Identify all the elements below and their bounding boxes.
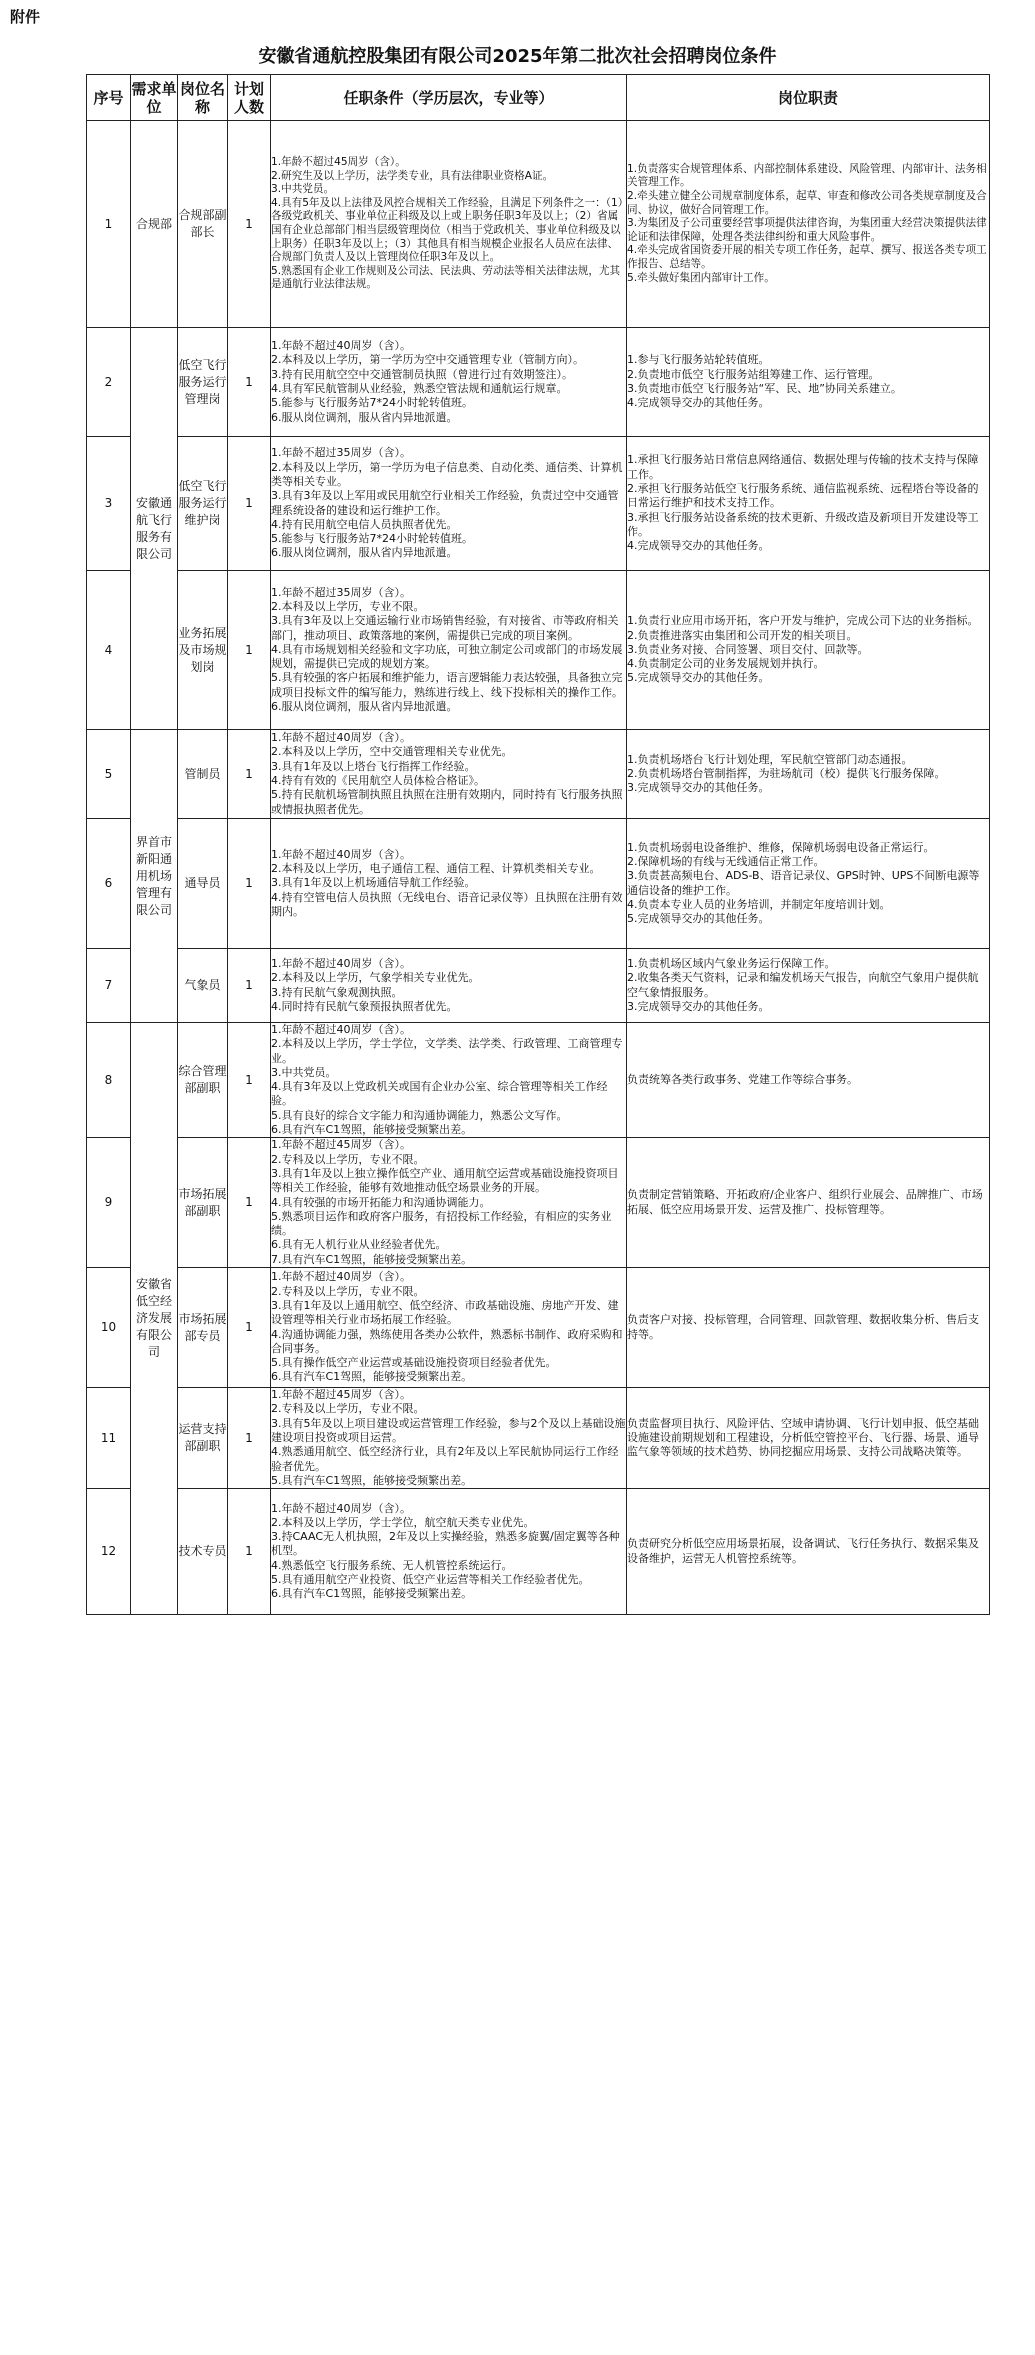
requirements-cell-item: 6.具有汽车C1驾照，能够接受频繁出差。: [271, 1587, 473, 1601]
table-row: [87, 1388, 990, 1489]
requirements-cell-item: 6.服从岗位调剂，服从省内异地派遣。: [271, 546, 458, 560]
requirements-cell-item: 4.同时持有民航气象预报执照者优先。: [271, 999, 458, 1013]
requirements-cell-item: 3.具有1年及以上通用航空、低空经济、市政基础设施、房地产开发、建设管理等相关行业市场拓展工作经验。: [271, 1298, 619, 1327]
duties-cell-item: 3.承担飞行服务站设备系统的技术更新、升级改造及新项目开发建设等工作。: [627, 510, 979, 538]
duties-cell-item: 2.收集各类天气资料，记录和编发机场天气报告，向航空气象用户提供航空气象情报服务。: [627, 971, 979, 999]
requirements-cell: [271, 437, 627, 571]
requirements-cell-item: 1.年龄不超过35周岁（含）。: [271, 585, 411, 599]
requirements-cell-item: 7.具有汽车C1驾照，能够接受频繁出差。: [271, 1252, 473, 1266]
plan-count: 1: [228, 437, 271, 571]
demand-unit: 界首市新阳通用机场管理有限公司: [131, 730, 178, 1023]
requirements-cell: [271, 730, 627, 819]
duties-cell: [627, 121, 990, 328]
plan-count: 1: [228, 1268, 271, 1388]
table-row: [87, 819, 990, 949]
table-row: [87, 1023, 990, 1138]
requirements-cell-item: 1.年龄不超过40周岁（含）。: [271, 956, 411, 970]
requirements-cell-item: 3.具有5年及以上项目建设或运营管理工作经验，参与2个及以上基础设施建设项目投资或项目运营。: [271, 1416, 626, 1444]
header-no: 序号: [87, 75, 131, 121]
table-row: [87, 328, 990, 437]
plan-count: 1: [228, 1489, 271, 1615]
requirements-cell-item: 5.熟悉国有企业工作规则及公司法、民法典、劳动法等相关法律法规，尤其是通航行业法律法规。: [271, 264, 621, 291]
requirements-cell-item: 4.熟悉通用航空、低空经济行业，具有2年及以上军民航协同运行工作经验者优先。: [271, 1445, 619, 1473]
plan-count: 1: [228, 1388, 271, 1489]
requirements-cell-item: 3.具有1年及以上独立操作低空产业、通用航空运营或基础设施投资项目等相关工作经验，能够有效地推动低空场景业务的开展。: [271, 1166, 619, 1195]
row-number: 10: [87, 1268, 131, 1388]
requirements-cell-item: 6.具有汽车C1驾照，能够接受频繁出差。: [271, 1370, 473, 1384]
requirements-cell-item: 1.年龄不超过45周岁（含）。: [271, 1388, 411, 1402]
demand-unit: 安徽省低空经济发展有限公司: [131, 1023, 178, 1615]
header-count: 计划人数: [228, 75, 271, 121]
row-number: 3: [87, 437, 131, 571]
duties-cell-item: 负责客户对接、投标管理，合同管理、回款管理、数据收集分析、售后支持等。: [627, 1313, 979, 1341]
requirements-cell-item: 4.熟悉低空飞行服务系统、无人机管控系统运行。: [271, 1558, 513, 1572]
duties-cell: [627, 1388, 990, 1489]
requirements-cell-item: 3.中共党员。: [271, 1065, 337, 1079]
position-name: 业务拓展及市场规划岗: [178, 571, 228, 730]
duties-cell: [627, 328, 990, 437]
duties-cell-item: 2.承担飞行服务站低空飞行服务系统、通信监视系统、远程塔台等设备的日常运行维护和技术支持工作。: [627, 482, 979, 510]
requirements-cell-item: 1.年龄不超过45周岁（含）。: [271, 156, 406, 169]
requirements-cell-item: 1.年龄不超过40周岁（含）。: [271, 1501, 411, 1515]
requirements-cell-item: 2.研究生及以上学历，法学类专业，具有法律职业资格A证。: [271, 169, 554, 182]
requirements-cell: [271, 571, 627, 730]
row-number: 1: [87, 121, 131, 328]
requirements-cell-item: 2.专科及以上学历，专业不限。: [271, 1152, 425, 1166]
requirements-cell-item: 2.专科及以上学历，专业不限。: [271, 1402, 425, 1416]
duties-cell-item: 负责统筹各类行政事务、党建工作等综合事务。: [627, 1073, 858, 1087]
header-duties: 岗位职责: [627, 75, 990, 121]
requirements-cell-item: 6.具有无人机行业从业经验者优先。: [271, 1238, 447, 1252]
duties-cell-item: 4.牵头完成省国资委开展的相关专项工作任务，起草、撰写、报送各类专项工作报告、总结等。: [627, 244, 987, 270]
duties-cell-item: 3.负责甚高频电台、ADS-B、语音记录仪、GPS时钟、UPS不间断电源等通信设备的维护工作。: [627, 869, 980, 897]
requirements-cell-item: 5.具有汽车C1驾照，能够接受频繁出差。: [271, 1473, 473, 1487]
plan-count: 1: [228, 949, 271, 1023]
requirements-cell: [271, 1268, 627, 1388]
header-unit: 需求单位: [131, 75, 178, 121]
requirements-cell-item: 2.本科及以上学历，电子通信工程、通信工程、计算机类相关专业。: [271, 862, 601, 876]
requirements-cell-item: 3.持有民航气象观测执照。: [271, 985, 403, 999]
duties-cell-item: 1.负责机场区域内气象业务运行保障工作。: [627, 956, 836, 970]
requirements-cell-item: 6.服从岗位调剂，服从省内异地派遣。: [271, 410, 458, 424]
recruitment-table: [86, 74, 990, 1615]
requirements-cell-item: 5.具有较强的客户拓展和维护能力，语言逻辑能力表达较强，具备独立完成项目投标文件的编写能力，熟练进行线上、线下投标相关的操作工作。: [271, 671, 623, 699]
requirements-cell-item: 3.中共党员。: [271, 183, 335, 196]
requirements-cell-item: 3.具有1年及以上机场通信导航工作经验。: [271, 876, 476, 890]
position-name: 低空飞行服务运行维护岗: [178, 437, 228, 571]
position-name: 低空飞行服务运行管理岗: [178, 328, 228, 437]
table-row: [87, 437, 990, 571]
row-number: 11: [87, 1388, 131, 1489]
duties-cell-item: 1.负责落实合规管理体系、内部控制体系建设、风险管理、内部审计、法务相关管理工作。: [627, 162, 987, 189]
requirements-cell-item: 2.本科及以上学历，学士学位，文学类、法学类、行政管理、工商管理专业。: [271, 1037, 623, 1065]
position-name: 市场拓展部副职: [178, 1138, 228, 1268]
row-number: 6: [87, 819, 131, 949]
duties-cell-item: 1.承担飞行服务站日常信息网络通信、数据处理与传输的技术支持与保障工作。: [627, 453, 979, 481]
position-name: 通导员: [178, 819, 228, 949]
duties-cell: [627, 571, 990, 730]
requirements-cell-item: 4.具有3年及以上党政机关或国有企业办公室、综合管理等相关工作经验。: [271, 1080, 608, 1108]
table-row: [87, 1268, 990, 1388]
duties-cell-item: 负责制定营销策略、开拓政府/企业客户、组织行业展会、品牌推广、市场拓展、低空应用场景开发、运营及推广、投标管理等。: [627, 1188, 983, 1216]
duties-cell: [627, 730, 990, 819]
attachment-label: 附件: [10, 8, 41, 26]
duties-cell-item: 1.负责行业应用市场开拓，客户开发与维护，完成公司下达的业务指标。: [627, 614, 979, 628]
duties-cell-item: 2.负责推进落实由集团和公司开发的相关项目。: [627, 628, 858, 642]
duties-cell-item: 4.负责本专业人员的业务培训，并制定年度培训计划。: [627, 897, 891, 911]
duties-cell-item: 2.负责地市低空飞行服务站组筹建工作、运行管理。: [627, 367, 880, 381]
duties-cell-item: 2.保障机场的有线与无线通信正常工作。: [627, 854, 825, 868]
duties-cell-item: 4.完成领导交办的其他任务。: [627, 539, 770, 553]
row-number: 5: [87, 730, 131, 819]
requirements-cell-item: 2.专科及以上学历，专业不限。: [271, 1284, 425, 1298]
requirements-cell-item: 1.年龄不超过40周岁（含）。: [271, 339, 411, 353]
requirements-cell-item: 4.具有较强的市场开拓能力和沟通协调能力。: [271, 1195, 491, 1209]
requirements-cell-item: 4.具有军民航管制从业经验，熟悉空管法规和通航运行规章。: [271, 382, 568, 395]
duties-cell-item: 2.牵头建立健全公司规章制度体系，起草、审查和修改公司各类规章制度及合同、协议，做好合同管理工作。: [627, 190, 987, 216]
requirements-cell-item: 3.持CAAC无人机执照，2年及以上实操经验，熟悉多旋翼/固定翼等各种机型。: [271, 1530, 620, 1558]
duties-cell-item: 3.为集团及子公司重要经营事项提供法律咨询，为集团重大经营决策提供法律论证和法律保障，处理各类法律纠纷和重大风险事件。: [627, 217, 987, 243]
duties-cell-item: 3.负责业务对接、合同签署、项目交付、回款等。: [627, 642, 869, 656]
duties-cell: [627, 437, 990, 571]
position-name: 运营支持部副职: [178, 1388, 228, 1489]
duties-cell-item: 负责研究分析低空应用场景拓展，设备调试、飞行任务执行、数据采集及设备维护，运营无人机管控系统等。: [627, 1537, 979, 1565]
requirements-cell-item: 2.本科及以上学历，气象学相关专业优先。: [271, 971, 480, 985]
table-row: [87, 571, 990, 730]
requirements-cell-item: 4.具有市场规划相关经验和文字功底，可独立制定公司或部门的市场发展规划，需提供已完成的规划方案。: [271, 642, 623, 671]
duties-cell: [627, 949, 990, 1023]
requirements-cell: [271, 949, 627, 1023]
requirements-cell-item: 3.具有1年及以上塔台飞行指挥工作经验。: [271, 759, 476, 773]
duties-cell-item: 4.完成领导交办的其他任务。: [627, 396, 770, 410]
requirements-cell-item: 6.服从岗位调剂，服从省内异地派遣。: [271, 700, 458, 714]
requirements-cell-item: 2.本科及以上学历，空中交通管理相关专业优先。: [271, 745, 513, 759]
row-number: 2: [87, 328, 131, 437]
duties-cell-item: 3.负责地市低空飞行服务站“军、民、地”协同关系建立。: [627, 382, 902, 395]
duties-cell: [627, 1268, 990, 1388]
table-row: [87, 730, 990, 819]
table-row: [87, 949, 990, 1023]
requirements-cell-item: 1.年龄不超过40周岁（含）。: [271, 731, 411, 745]
duties-cell-item: 5.完成领导交办的其他任务。: [627, 912, 770, 926]
requirements-cell-item: 1.年龄不超过45周岁（含）。: [271, 1138, 411, 1152]
requirements-cell: [271, 1138, 627, 1268]
duties-cell-item: 2.负责机场塔台管制指挥，为驻场航司（校）提供飞行服务保障。: [627, 766, 946, 780]
requirements-cell-item: 6.具有汽车C1驾照，能够接受频繁出差。: [271, 1123, 473, 1137]
requirements-cell-item: 4.持有空管电信人员执照（无线电台、语音记录仪等）且执照在注册有效期内。: [271, 890, 623, 918]
duties-cell: [627, 1023, 990, 1138]
requirements-cell-item: 1.年龄不超过40周岁（含）。: [271, 847, 411, 861]
plan-count: 1: [228, 571, 271, 730]
duties-cell-item: 1.负责机场塔台飞行计划处理，军民航空管部门动态通报。: [627, 752, 913, 766]
requirements-cell-item: 2.本科及以上学历，学士学位，航空航天类专业优先。: [271, 1515, 535, 1529]
requirements-cell: [271, 1388, 627, 1489]
requirements-cell-item: 4.沟通协调能力强，熟练使用各类办公软件，熟悉标书制作、政府采购和合同事务。: [271, 1327, 623, 1355]
requirements-cell-item: 4.具有5年及以上法律及风控合规相关工作经验，且满足下列条件之一：（1）各级党政机关、事业单位正科级及以上或上职务任职3年及以上；（2）省属国有企业总部部门相当层级管理岗位（相当于党政机关、事业单位科级及以上职务）任职3年及以上；（3）其他具有相当规模企业报名人员应在法律、合规部门负责人及以上管理岗位任职3年及以上。: [271, 196, 623, 264]
requirements-cell-item: 3.具有3年及以上军用或民用航空行业相关工作经验，负责过空中交通管理系统设备的建设和运行维护工作。: [271, 489, 619, 517]
position-name: 综合管理部副职: [178, 1023, 228, 1138]
requirements-cell-item: 1.年龄不超过40周岁（含）。: [271, 1270, 411, 1284]
position-name: 技术专员: [178, 1489, 228, 1615]
plan-count: 1: [228, 730, 271, 819]
requirements-cell-item: 5.持有民航机场管制执照且执照在注册有效期内，同时持有飞行服务执照或情报执照者优先。: [271, 788, 623, 816]
requirements-cell-item: 5.具有通用航空产业投资、低空产业运营等相关工作经验者优先。: [271, 1573, 590, 1587]
duties-cell-item: 5.牵头做好集团内部审计工作。: [627, 271, 775, 284]
requirements-cell: [271, 121, 627, 328]
duties-cell-item: 负责监督项目执行、风险评估、空域申请协调、飞行计划申报、低空基础设施建设前期规划和工程建设，分析低空管控平台、飞行器、场景、通导监气象等领域的技术趋势、协同挖掘应用场景、支持公司战略决策等。: [627, 1416, 979, 1459]
row-number: 8: [87, 1023, 131, 1138]
position-name: 管制员: [178, 730, 228, 819]
requirements-cell-item: 2.本科及以上学历，第一学历为空中交通管理专业（管制方向）。: [271, 353, 584, 367]
requirements-cell-item: 5.具有操作低空产业运营或基础设施投资项目经验者优先。: [271, 1356, 557, 1370]
requirements-cell-item: 4.持有有效的《民用航空人员体检合格证》。: [271, 774, 485, 787]
requirements-cell-item: 2.本科及以上学历，第一学历为电子信息类、自动化类、通信类、计算机类等相关专业。: [271, 460, 623, 488]
table-row: [87, 121, 990, 328]
requirements-cell-item: 3.具有3年及以上交通运输行业市场销售经验，有对接省、市等政府相关部门，推动项目、政策落地的案例，需提供已完成的项目案例。: [271, 614, 619, 642]
row-number: 12: [87, 1489, 131, 1615]
plan-count: 1: [228, 819, 271, 949]
duties-cell-item: 3.完成领导交办的其他任务。: [627, 999, 770, 1013]
table-row: [87, 1138, 990, 1268]
requirements-cell-item: 2.本科及以上学历，专业不限。: [271, 599, 425, 613]
plan-count: 1: [228, 1138, 271, 1268]
requirements-cell-item: 5.具有良好的综合文字能力和沟通协调能力，熟悉公文写作。: [271, 1108, 568, 1122]
requirements-cell-item: 5.能参与飞行服务站7*24小时轮转值班。: [271, 396, 473, 410]
position-name: 合规部副部长: [178, 121, 228, 328]
requirements-cell-item: 4.持有民用航空电信人员执照者优先。: [271, 517, 458, 531]
row-number: 9: [87, 1138, 131, 1268]
plan-count: 1: [228, 1023, 271, 1138]
duties-cell-item: 5.完成领导交办的其他任务。: [627, 671, 770, 685]
duties-cell: [627, 819, 990, 949]
header-position: 岗位名称: [178, 75, 228, 121]
duties-cell-item: 1.参与飞行服务站轮转值班。: [627, 353, 770, 367]
table-header-row: [87, 75, 990, 121]
requirements-cell-item: 1.年龄不超过40周岁（含）。: [271, 1023, 411, 1036]
plan-count: 1: [228, 328, 271, 437]
duties-cell: [627, 1489, 990, 1615]
position-name: 市场拓展部专员: [178, 1268, 228, 1388]
duties-cell-item: 4.负责制定公司的业务发展规划并执行。: [627, 657, 825, 671]
requirements-cell: [271, 819, 627, 949]
requirements-cell-item: 3.持有民用航空空中交通管制员执照（曾进行过有效期签注）。: [271, 367, 573, 381]
requirements-cell: [271, 1023, 627, 1138]
duties-cell: [627, 1138, 990, 1268]
document-title: 安徽省通航控股集团有限公司2025年第二批次社会招聘岗位条件: [258, 46, 777, 67]
header-requirements: 任职条件（学历层次，专业等）: [271, 75, 627, 121]
plan-count: 1: [228, 121, 271, 328]
duties-cell-item: 3.完成领导交办的其他任务。: [627, 781, 770, 795]
table-row: [87, 1489, 990, 1615]
requirements-cell: [271, 1489, 627, 1615]
row-number: 7: [87, 949, 131, 1023]
requirements-cell-item: 1.年龄不超过35周岁（含）。: [271, 446, 411, 460]
row-number: 4: [87, 571, 131, 730]
demand-unit: 合规部: [131, 121, 178, 328]
position-name: 气象员: [178, 949, 228, 1023]
duties-cell-item: 1.负责机场弱电设备维护、维修，保障机场弱电设备正常运行。: [627, 840, 935, 854]
requirements-cell-item: 5.熟悉项目运作和政府客户服务，有招投标工作经验，有相应的实务业绩。: [271, 1209, 612, 1238]
requirements-cell-item: 5.能参与飞行服务站7*24小时轮转值班。: [271, 532, 473, 546]
demand-unit: 安徽通航飞行服务有限公司: [131, 328, 178, 730]
requirements-cell: [271, 328, 627, 437]
